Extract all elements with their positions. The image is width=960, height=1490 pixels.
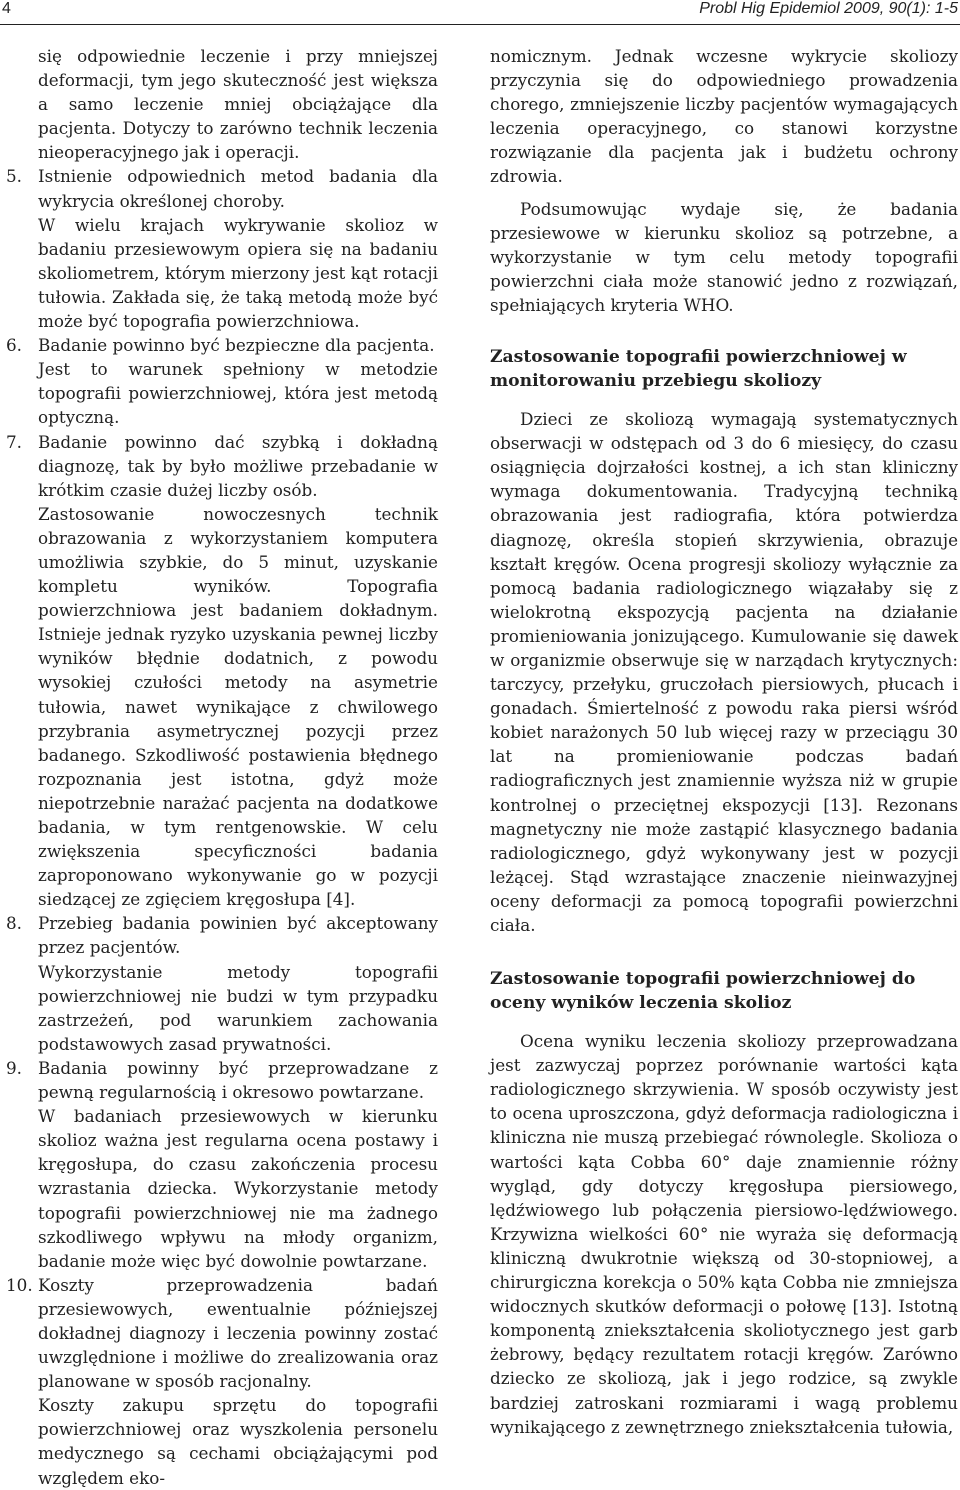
criterion-6 — [6, 333, 438, 429]
criterion-statement: Badanie powinno dać szybką i dokładną diagnozę, tak by było możliwe przebadanie w krótkim czasie dużej liczby osób. — [38, 431, 438, 500]
section-heading-treatment-evaluation: Zastosowanie topografii powierzchniowej do oceny wyników leczenia skolioz — [490, 969, 916, 1014]
monitoring-paragraph: Dzieci ze skoliozą wymagają systematycznych obserwacji w odstępach od 3 do 6 miesięcy, do czasu osiągnięcia dojrzałości kostnej, a ich stan kliniczny wymaga dokumentowania. Tradycyjną techniką obrazowania jest radiografia, która potwierdza diagnozę, określa stopień skrzywienia, obrazuje kształt kręgów. Ocena progresji skoliozy wyłącznie za pomocą badania radiologicznego wiązałaby się z wielokrotną ekspozycją pacjenta na działanie promieniowania jonizującego. Kumulowanie się dawek w organizmie obserwuje się w narządach krytycznych: tarczycy, przełyku, gruczołach piersiowych, płucach i gonadach. Śmiertelność z powodu raka piersi wśród kobiet narażonych 50 lub więcej razy w przeciągu 30 lat na promieniowanie podczas badań radiograficznych jest znamiennie wyższa niż w grupie kontrolnej o przeciętnej ekspozycji [13]. Rezonans magnetyczny nie może zastąpić klasycznego badania radiologicznego, gdyż wykonywany jest w pozycji leżącej. Stąd wzrastające znaczenie nieinwazyjnej oceny deformacji za pomocą topografii powierzchni ciała. — [490, 409, 958, 935]
continuation-paragraph: nomicznym. Jednak wczesne wykrycie skoliozy przyczynia się do odpowiedniego prowadzenia chorego, zmniejszenie liczby pacjentów wymagających leczenia operacyjnego, co stanowi korzystne rozwiązanie dla pacjenta jak i budżetu ochrony zdrowia. — [490, 46, 958, 187]
page-number: 4 — [2, 0, 11, 17]
section-heading-monitoring: Zastosowanie topografii powierzchniowej w monitorowaniu przebiegu skoliozy — [490, 347, 907, 392]
right-column — [490, 44, 958, 1439]
criterion-statement: Istnienie odpowiednich metod badania dla wykrycia określonej choroby. — [38, 166, 438, 211]
criterion-statement: Badania powinny być przeprowadzane z pewną regularnością i okresowo powtarzane. — [38, 1057, 438, 1103]
criterion-number: 8. — [6, 913, 23, 934]
criterion-10 — [6, 1273, 438, 1490]
criterion-statement: Badanie powinno być bezpieczne dla pacjenta. — [38, 335, 435, 356]
criterion-number: 9. — [6, 1057, 23, 1078]
page-header — [0, 0, 960, 25]
criterion-statement: Koszty przeprowadzenia badań przesiewowych, ewentualnie późniejszej dokładnej diagnozy i leczenia powinny zostać uwzględnione i możliwe do zrealizowania oraz planowane w sposób racjonalny. — [38, 1274, 438, 1392]
criterion-5 — [6, 164, 438, 333]
criterion-number: 7. — [6, 431, 23, 452]
treatment-evaluation-paragraph: Ocena wyniku leczenia skoliozy przeprowadzana jest zazwyczaj poprzez porównanie wartości kąta radiologicznego skrzywienia. W sposób oczywisty jest to ocena uproszczona, gdyż deformacja radiologiczna i kliniczna nie muszą przebiegać równolegle. Skolioza o wartości kąta Cobba 60° daje znamiennie różny wygląd, gdy dotyczy kręgosłupa piersiowego, lędźwiowego lub połączenia piersiowo-lędźwiowego. Krzywizna wielkości 60° nie wyraża się deformacją kliniczną dwukrotnie większą od 30-stopniowej, a chirurgiczna korekcja o 50% kąta Cobba nie zmniejsza widocznych skutków deformacji o połowę [13]. Istotną komponentą zniekształcenia skoliotycznego jest garb żebrowy, będący rezultatem rotacji kręgów. Zarówno dziecko ze skoliozą, jak i jego rodzice, są zwykle bardziej zatroskani rozmiarami i wagą problemu wynikającego z zewnętrznego zniekształcenia tułowia, — [490, 1031, 958, 1437]
criterion-comment: W wielu krajach wykrywanie skolioz w badaniu przesiewowym opiera się na badaniu skoliometrem, którym mierzony jest kąt rotacji tułowia. Zakłada się, że taką metodą może być może być topografia powierzchniowa. — [38, 214, 438, 332]
criterion-comment: Jest to warunek spełniony w metodzie topografii powierzchniowej, która jest metodą optyczną. — [38, 359, 438, 428]
criterion-7 — [6, 430, 438, 912]
intro-paragraph: się odpowiednie leczenie i przy mniejszej deformacji, tym jego skuteczność jest większa a samo leczenie mniej obciążające dla pacjenta. Dotyczy to zarówno technik leczenia nieoperacyjnego jak i operacji. — [38, 46, 438, 163]
left-column — [6, 44, 438, 1490]
journal-reference: Probl Hig Epidemiol 2009, 90(1): 1-5 — [699, 0, 958, 17]
criterion-number: 10. — [6, 1274, 33, 1295]
criterion-comment: Wykorzystanie metody topografii powierzchniowej nie budzi w tym przypadku zastrzeżeń, pod warunkiem zachowania podstawowych zasad prywatności. — [38, 961, 438, 1054]
criterion-statement: Przebieg badania powinien być akceptowany przez pacjentów. — [38, 913, 438, 958]
criterion-9 — [6, 1056, 438, 1273]
criterion-comment: Koszty zakupu sprzętu do topografii powierzchniowej oraz wyszkolenia personelu medycznego są cechami obciążającymi pod względem eko- — [38, 1395, 438, 1488]
criterion-number: 5. — [6, 166, 23, 187]
criterion-comment: W badaniach przesiewowych w kierunku skolioz ważna jest regularna ocena postawy i kręgosłupa, do czasu zakończenia procesu wzrastania dziecka. Wykorzystanie metody topografii powierzchniowej nie ma żadnego szkodliwego wpływu na młody organizm, badanie może więc być dowolnie powtarzane. — [38, 1106, 438, 1271]
summary-paragraph: Podsumowując wydaje się, że badania przesiewowe w kierunku skolioz są potrzebne, a wykorzystanie w tym celu metody topografii powierzchni ciała może stanowić jedno z rozwiązań, spełniających kryteria WHO. — [490, 198, 958, 315]
criterion-number: 6. — [6, 335, 23, 356]
criterion-8 — [6, 911, 438, 1056]
criterion-comment: Zastosowanie nowoczesnych technik obrazowania z wykorzystaniem komputera umożliwia szybkie, do 5 minut, uzyskanie kompletu wyników. Topografia powierzchniowa jest badaniem dokładnym. Istnieje jednak ryzyko uzyskania pewnej liczby wyników błędnie dodatnich, z powodu wysokiej czułości metody na asymetrie tułowia, nawet wynikające z chwilowego przybrania asymetrycznej pozycji przez badanego. Szkodliwość postawienia błędnego rozpoznania jest istotna, gdyż może niepotrzebnie narażać pacjenta na dodatkowe badania, w tym rentgenowskie. W celu zwiększenia specyficzności badania zaproponowano wykonywanie go w pozycji siedzącej ze zgięciem kręgosłupa [4]. — [38, 503, 438, 910]
